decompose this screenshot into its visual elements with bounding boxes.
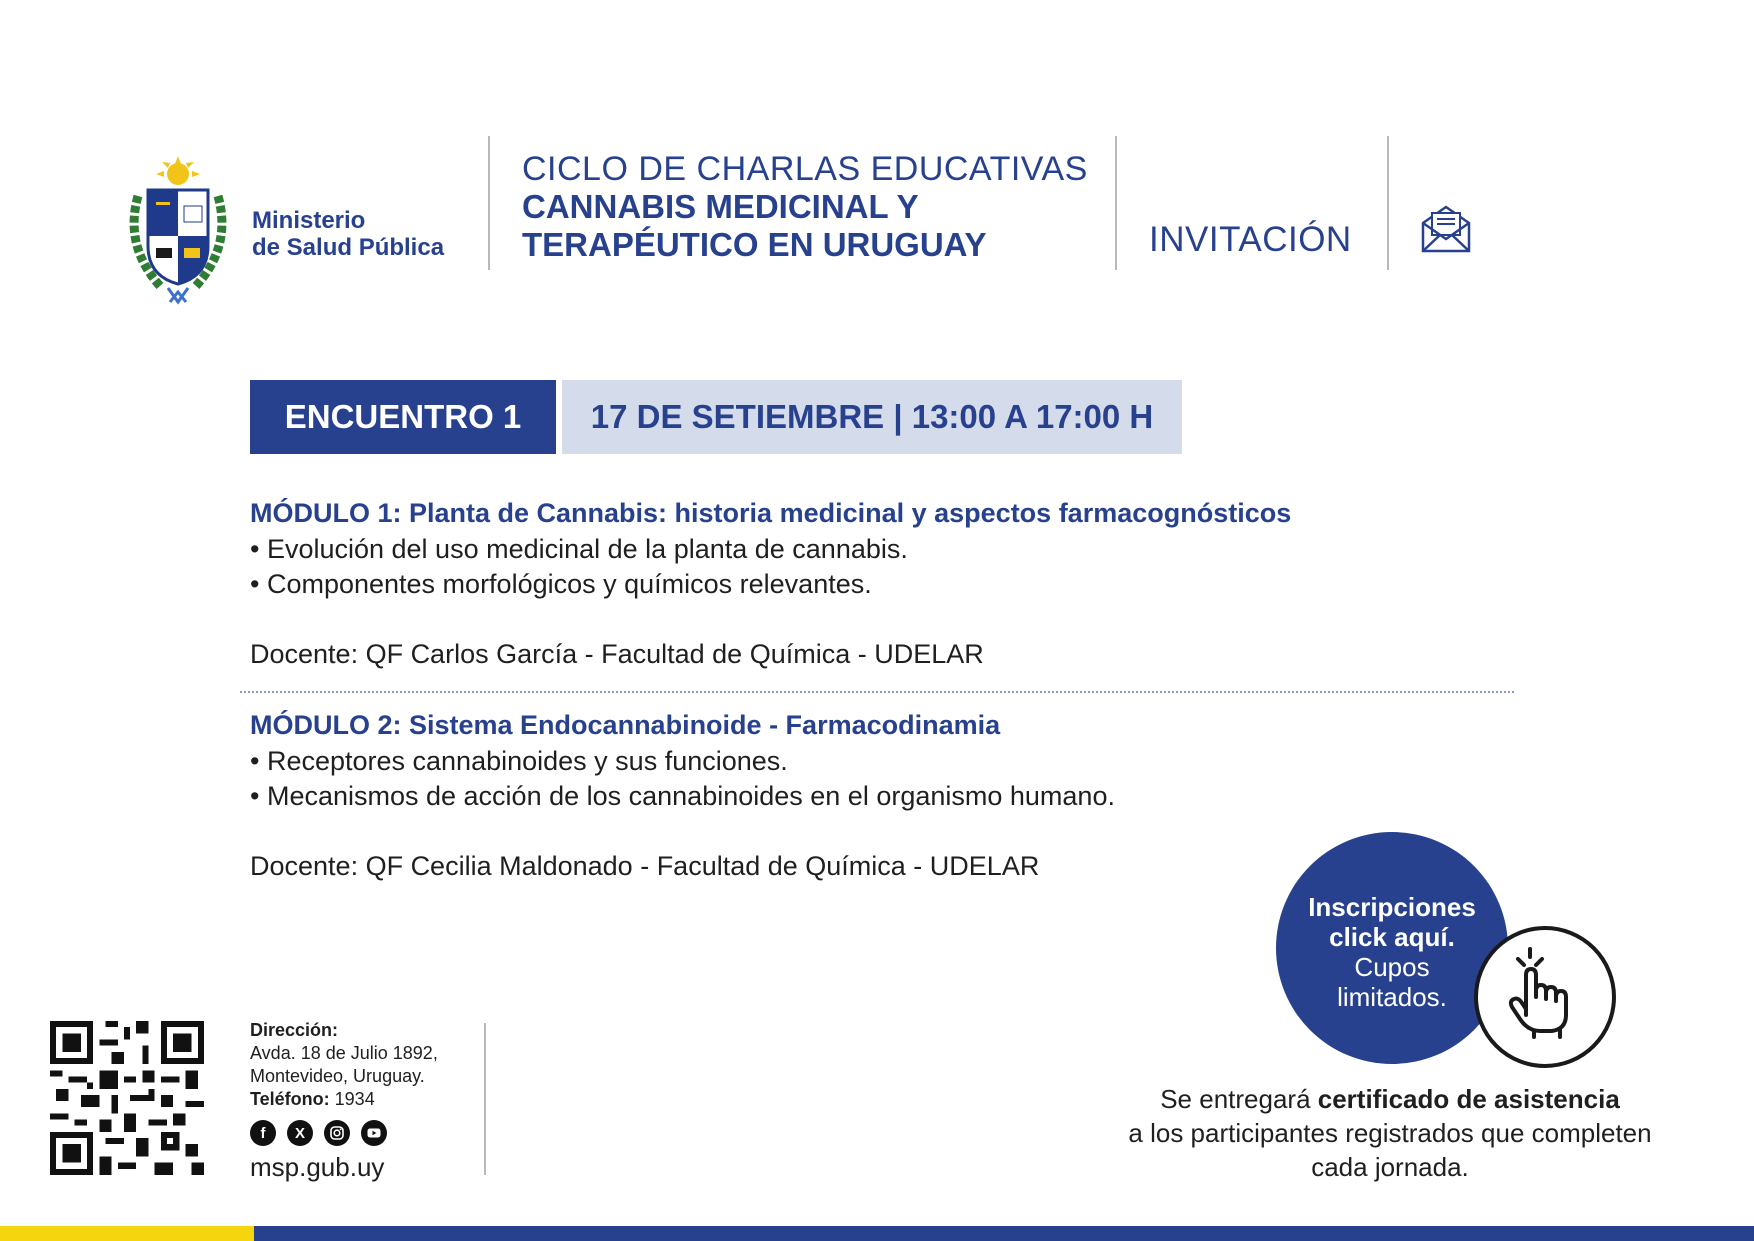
cta-line: limitados. bbox=[1337, 982, 1447, 1012]
registration-button[interactable] bbox=[1276, 832, 1508, 1064]
ministry-name-line2: de Salud Pública bbox=[252, 234, 445, 261]
module-1 bbox=[250, 498, 1291, 670]
session-date-time: 17 DE SETIEMBRE | 13:00 A 17:00 H bbox=[562, 380, 1182, 454]
topic-title bbox=[522, 188, 987, 264]
ministry-name bbox=[252, 207, 444, 261]
phone-value: 1934 bbox=[329, 1089, 375, 1109]
address-label: Dirección: bbox=[250, 1020, 339, 1040]
invitation-label: INVITACIÓN bbox=[1149, 220, 1352, 259]
certificate-note bbox=[1090, 1082, 1690, 1184]
module-divider bbox=[240, 691, 1514, 693]
contact-info bbox=[250, 1019, 438, 1111]
certificate-line3: cada jornada. bbox=[1311, 1152, 1469, 1182]
footer-bar-navy bbox=[254, 1226, 1754, 1241]
module-bullet: • Mecanismos de acción de los cannabinoides en el organismo humano. bbox=[250, 781, 1115, 811]
module-bullet: • Receptores cannabinoides y sus funciones. bbox=[250, 746, 788, 776]
header-divider bbox=[488, 136, 490, 270]
module-teacher: Docente: QF Cecilia Maldonado - Facultad de Química - UDELAR bbox=[250, 851, 1040, 881]
x-icon[interactable]: X bbox=[287, 1120, 313, 1146]
module-teacher: Docente: QF Carlos García - Facultad de Química - UDELAR bbox=[250, 639, 984, 669]
certificate-line2: a los participantes registrados que completen bbox=[1128, 1118, 1652, 1148]
envelope-icon bbox=[1420, 203, 1472, 255]
address-line: Montevideo, Uruguay. bbox=[250, 1066, 425, 1086]
facebook-icon[interactable]: f bbox=[250, 1120, 276, 1146]
module-title: MÓDULO 1: Planta de Cannabis: historia medicinal y aspectos farmacognósticos bbox=[250, 498, 1292, 528]
header-divider bbox=[1115, 136, 1117, 270]
cta-line: Cupos bbox=[1354, 952, 1430, 982]
phone-label: Teléfono: bbox=[250, 1089, 330, 1109]
topic-title-line2: TERAPÉUTICO EN URUGUAY bbox=[522, 226, 987, 263]
cta-line: Inscripciones bbox=[1308, 892, 1476, 922]
address-line: Avda. 18 de Julio 1892, bbox=[250, 1043, 438, 1063]
coat-of-arms-logo bbox=[120, 156, 236, 308]
certificate-prefix: Se entregará bbox=[1160, 1084, 1318, 1114]
footer-divider bbox=[484, 1023, 486, 1175]
ministry-name-line1: Ministerio bbox=[252, 207, 366, 234]
topic-title-line1: CANNABIS MEDICINAL Y bbox=[522, 188, 919, 225]
cycle-title: CICLO DE CHARLAS EDUCATIVAS bbox=[522, 150, 1088, 188]
module-bullet: • Componentes morfológicos y químicos relevantes. bbox=[250, 569, 872, 599]
pointing-hand-icon bbox=[1500, 945, 1584, 1041]
module-bullet: • Evolución del uso medicinal de la planta de cannabis. bbox=[250, 534, 908, 564]
session-label: ENCUENTRO 1 bbox=[250, 380, 556, 454]
qr-code[interactable] bbox=[50, 1021, 204, 1175]
website-link[interactable]: msp.gub.uy bbox=[250, 1152, 385, 1182]
module-2 bbox=[250, 710, 1115, 882]
header-divider bbox=[1387, 136, 1389, 270]
certificate-highlight: certificado de asistencia bbox=[1317, 1084, 1620, 1114]
instagram-icon[interactable] bbox=[324, 1120, 350, 1146]
youtube-icon[interactable] bbox=[361, 1120, 387, 1146]
module-title: MÓDULO 2: Sistema Endocannabinoide - Farmacodinamia bbox=[250, 710, 1001, 740]
cta-line: click aquí. bbox=[1329, 922, 1455, 952]
footer-bar-yellow bbox=[0, 1226, 254, 1241]
